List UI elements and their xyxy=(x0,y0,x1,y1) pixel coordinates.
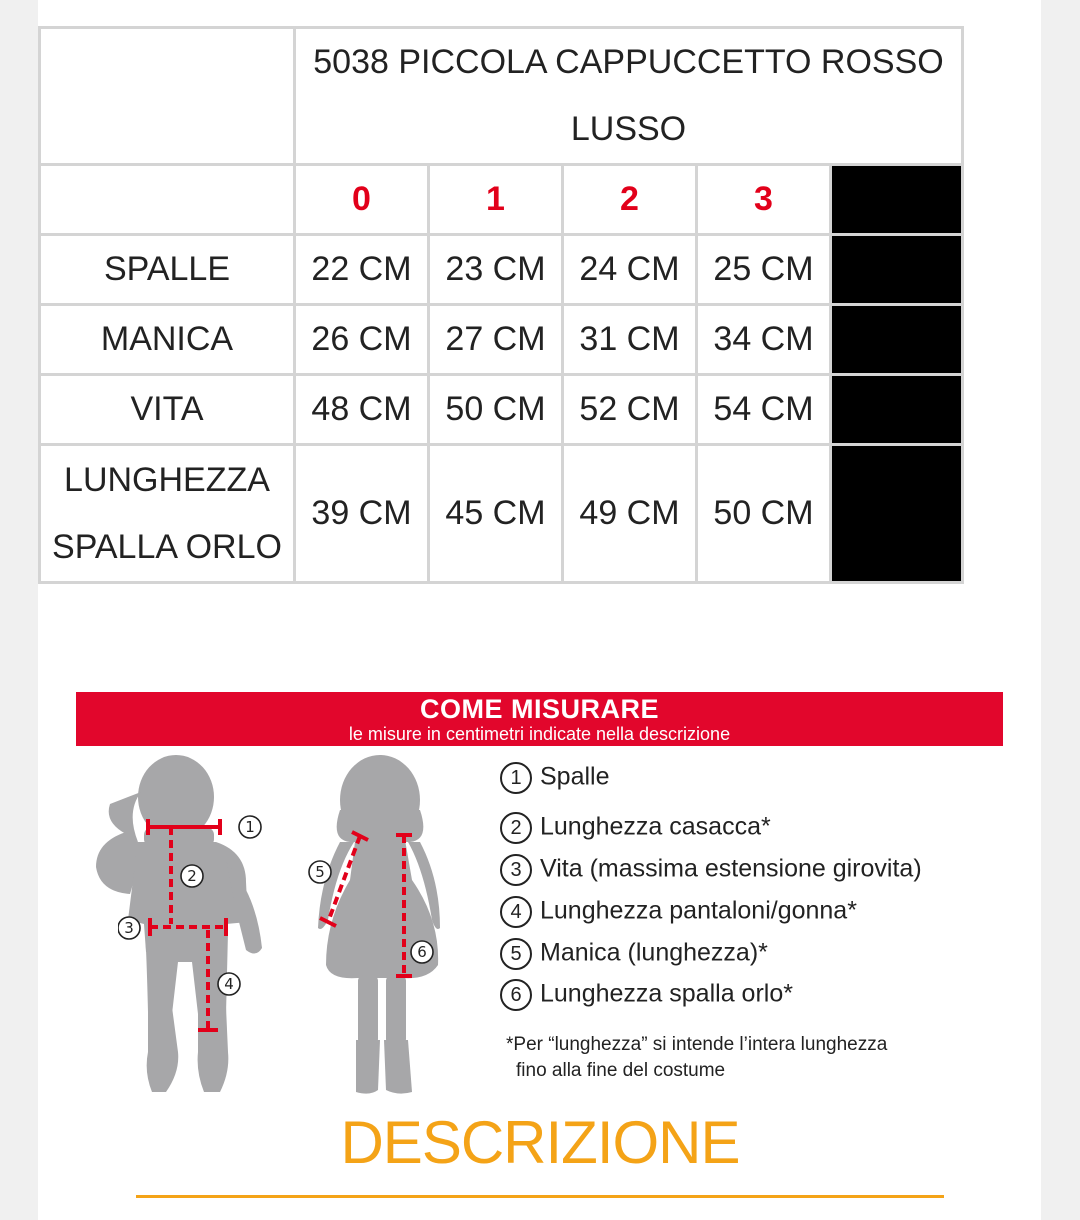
table-title-row xyxy=(41,29,961,163)
table-row xyxy=(41,376,961,443)
table-row xyxy=(41,306,961,373)
legend-number: 4 xyxy=(500,896,532,928)
legend-item xyxy=(500,812,771,844)
legend-item xyxy=(500,938,768,970)
black-cell xyxy=(832,166,961,233)
legend-number: 2 xyxy=(500,812,532,844)
product-title: 5038 PICCOLA CAPPUCCETTO ROSSO LUSSO xyxy=(296,29,961,163)
size-chart-table xyxy=(38,26,964,584)
legend-text: Manica (lunghezza)* xyxy=(540,938,768,967)
length-footnote xyxy=(506,1032,986,1084)
table-cell: 54 CM xyxy=(698,376,829,443)
legend-text: Lunghezza spalla orlo* xyxy=(540,979,793,1008)
row-label-line: LUNGHEZZA xyxy=(64,460,270,499)
table-cell: 22 CM xyxy=(296,236,427,303)
row-label: SPALLE xyxy=(41,236,293,303)
size-header-0: 0 xyxy=(296,166,427,233)
size-header-3: 3 xyxy=(698,166,829,233)
legend-number: 1 xyxy=(500,762,532,794)
legend-item xyxy=(500,762,610,794)
legend-number: 3 xyxy=(500,854,532,886)
boy-measure-labels xyxy=(118,812,268,1002)
black-cell xyxy=(832,446,961,581)
legend-item xyxy=(500,979,793,1011)
empty-corner-cell xyxy=(41,29,293,163)
table-row xyxy=(41,236,961,303)
footnote-line: fino alla fine del costume xyxy=(516,1060,726,1081)
legend-item xyxy=(500,854,922,886)
table-cell: 48 CM xyxy=(296,376,427,443)
table-cell: 50 CM xyxy=(430,376,561,443)
table-cell: 23 CM xyxy=(430,236,561,303)
girl-measure-labels xyxy=(306,858,446,968)
table-cell: 25 CM xyxy=(698,236,829,303)
table-cell: 50 CM xyxy=(698,446,829,581)
row-label: VITA xyxy=(41,376,293,443)
legend-text: Lunghezza casacca* xyxy=(540,812,771,841)
size-header-1: 1 xyxy=(430,166,561,233)
row-label: MANICA xyxy=(41,306,293,373)
svg-text:2: 2 xyxy=(187,867,197,885)
size-header-2: 2 xyxy=(564,166,695,233)
svg-text:5: 5 xyxy=(315,863,325,881)
table-cell: 27 CM xyxy=(430,306,561,373)
svg-text:3: 3 xyxy=(124,919,134,937)
table-cell: 52 CM xyxy=(564,376,695,443)
header-empty-cell xyxy=(41,166,293,233)
footnote-line: *Per “lunghezza” si intende l’intera lunghezza xyxy=(506,1034,888,1055)
table-row xyxy=(41,446,961,581)
black-cell xyxy=(832,306,961,373)
legend-number: 5 xyxy=(500,938,532,970)
table-cell: 34 CM xyxy=(698,306,829,373)
how-to-measure-banner xyxy=(76,692,1003,746)
table-cell: 26 CM xyxy=(296,306,427,373)
legend-item xyxy=(500,896,857,928)
legend-text: Vita (massima estensione girovita) xyxy=(540,854,922,883)
description-heading: DESCRIZIONE xyxy=(340,1109,740,1176)
svg-text:4: 4 xyxy=(224,975,234,993)
table-cell: 24 CM xyxy=(564,236,695,303)
legend-text: Lunghezza pantaloni/gonna* xyxy=(540,896,857,925)
legend-text: Spalle xyxy=(540,762,610,791)
legend-number: 6 xyxy=(500,979,532,1011)
table-cell: 31 CM xyxy=(564,306,695,373)
table-cell: 45 CM xyxy=(430,446,561,581)
banner-subtitle: le misure in centimetri indicate nella descrizione xyxy=(348,724,731,744)
size-header-row xyxy=(41,166,961,233)
table-cell: 39 CM xyxy=(296,446,427,581)
black-cell xyxy=(832,376,961,443)
black-cell xyxy=(832,236,961,303)
row-label xyxy=(41,446,293,581)
svg-text:6: 6 xyxy=(417,943,427,961)
row-label-line: SPALLA ORLO xyxy=(52,527,282,566)
svg-text:1: 1 xyxy=(245,818,255,836)
banner-title: COME MISURARE xyxy=(419,694,659,724)
table-cell: 49 CM xyxy=(564,446,695,581)
heading-underline-divider xyxy=(136,1195,944,1198)
